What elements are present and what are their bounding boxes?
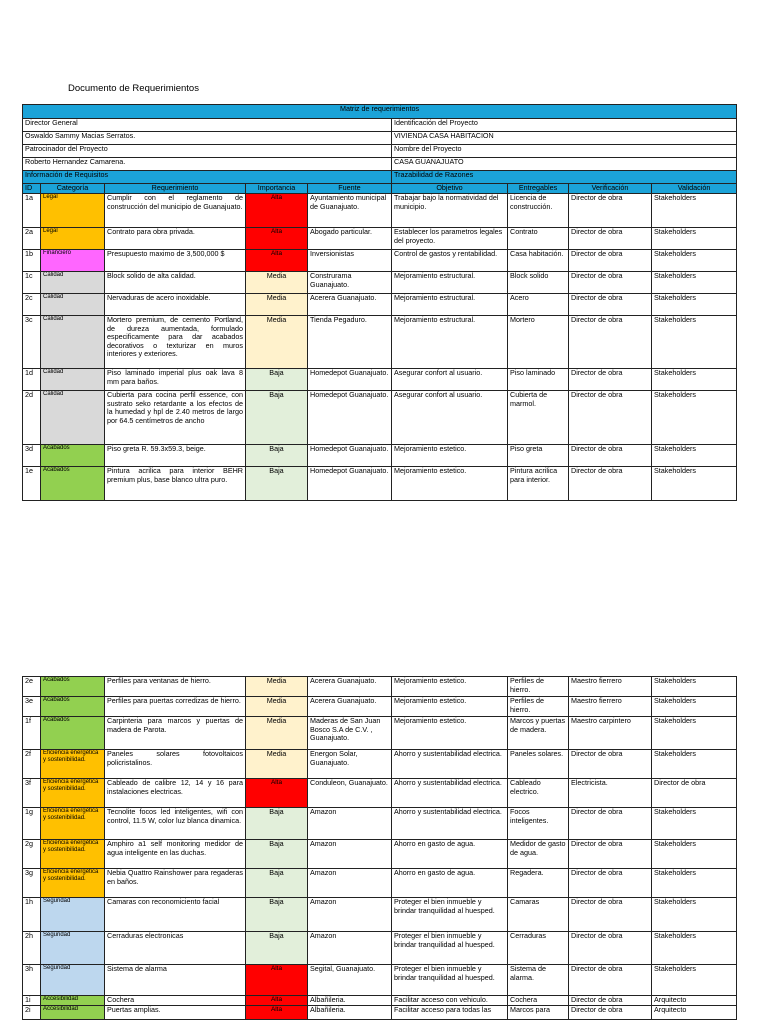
req-id: 1i (23, 996, 41, 1006)
req-objective: Establecer los parametros legales del proyecto. (392, 228, 508, 250)
req-id: 3d (23, 445, 41, 467)
requirement-row (23, 194, 737, 228)
req-description: Piso laminado imperial plus oak lava 8 mm para baños. (105, 369, 246, 391)
req-description: Amphiro a1 self monitoring medidor de agua inteligente en las duchas. (105, 840, 246, 869)
req-deliverable: Focos inteligentes. (508, 808, 569, 840)
req-validation: Stakeholders (652, 840, 737, 869)
req-objective: Mejoramiento estructural. (392, 294, 508, 316)
req-id: 2d (23, 391, 41, 445)
req-category: Eficiencia energética y sostenibilidad. (41, 840, 105, 869)
requirement-row (23, 391, 737, 445)
req-verification: Maestro fierrero (569, 697, 652, 717)
req-deliverable: Perfiles de hierro. (508, 697, 569, 717)
req-objective: Proteger el bien inmueble y brindar tranquilidad al huesped. (392, 965, 508, 996)
req-deliverable: Piso laminado (508, 369, 569, 391)
col-header-objective: Objetivo (392, 184, 508, 194)
req-category: Calidad (41, 391, 105, 445)
req-description: Cubierta para cocina perfil essence, con sustrato seko retardante a los efectos de la humedad y hpl de 2.40 metros de largo por 64.5 centímetros de ancho (105, 391, 246, 445)
req-source: Acerera Guanajuato. (308, 677, 392, 697)
req-id: 2f (23, 750, 41, 779)
req-verification: Director de obra (569, 467, 652, 501)
req-objective: Mejoramiento estructural. (392, 272, 508, 294)
req-source: Abogado particular. (308, 228, 392, 250)
req-validation: Stakeholders (652, 391, 737, 445)
req-category: Seguridad (41, 965, 105, 996)
requirement-row (23, 316, 737, 369)
req-deliverable: Marcos y puertas de madera. (508, 717, 569, 750)
req-description: Mortero premium, de cemento Portland, de dureza aumentada, formulado especificamente para dar acabados decorativos o texturizar en muros interiores y exteriores. (105, 316, 246, 369)
col-header-validation: Validación (652, 184, 737, 194)
project-type: VIVIENDA CASA HABITACION (392, 132, 737, 145)
req-validation: Stakeholders (652, 808, 737, 840)
req-category: Seguridad (41, 898, 105, 932)
req-deliverable: Block solido (508, 272, 569, 294)
req-id: 1c (23, 272, 41, 294)
req-source: Amazon (308, 898, 392, 932)
req-objective: Trabajar bajo la normatividad del municipio. (392, 194, 508, 228)
requirement-row (23, 1006, 737, 1020)
requirement-row (23, 467, 737, 501)
req-source: Construrama Guanajuato. (308, 272, 392, 294)
req-verification: Director de obra (569, 391, 652, 445)
req-objective: Proteger el bien inmueble y brindar tranquilidad al huesped. (392, 898, 508, 932)
req-id: 2h (23, 932, 41, 965)
req-id: 2i (23, 1006, 41, 1020)
req-importance: Baja (246, 932, 308, 965)
req-id: 3g (23, 869, 41, 898)
req-validation: Stakeholders (652, 717, 737, 750)
req-description: Block solido de alta calidad. (105, 272, 246, 294)
req-category: Acabados (41, 697, 105, 717)
req-validation: Stakeholders (652, 228, 737, 250)
req-description: Carpinteria para marcos y puertas de madera de Parota. (105, 717, 246, 750)
req-verification: Director de obra (569, 369, 652, 391)
req-importance: Baja (246, 467, 308, 501)
req-id: 1b (23, 250, 41, 272)
req-description: Pintura acrilica para interior BEHR premium plus, base blanco ultra puro. (105, 467, 246, 501)
col-header-deliverables: Entregables (508, 184, 569, 194)
req-verification: Director de obra (569, 932, 652, 965)
req-description: Cableado de calibre 12, 14 y 16 para instalaciones electricas. (105, 779, 246, 808)
req-deliverable: Mortero (508, 316, 569, 369)
req-category: Calidad (41, 294, 105, 316)
req-importance: Baja (246, 369, 308, 391)
req-id: 3c (23, 316, 41, 369)
requirement-row (23, 750, 737, 779)
req-importance: Media (246, 272, 308, 294)
requirement-row (23, 677, 737, 697)
req-validation: Stakeholders (652, 467, 737, 501)
req-objective: Asegurar confort al usuario. (392, 369, 508, 391)
req-validation: Stakeholders (652, 369, 737, 391)
req-deliverable: Cochera (508, 996, 569, 1006)
requirement-row (23, 445, 737, 467)
requirements-info-label: Información de Requisitos (23, 171, 392, 184)
req-verification: Director de obra (569, 250, 652, 272)
traceability-label: Trazabilidad de Razones (392, 171, 737, 184)
sponsor-name: Roberto Hernandez Camarena. (23, 158, 392, 171)
req-objective: Mejoramiento estetico. (392, 445, 508, 467)
req-description: Camaras con reconomiciento facial (105, 898, 246, 932)
req-importance: Media (246, 717, 308, 750)
req-category: Calidad (41, 316, 105, 369)
requirement-row (23, 272, 737, 294)
req-source: Acerera Guanajuato. (308, 294, 392, 316)
req-source: Ayuntamiento municipal de Guanajuato. (308, 194, 392, 228)
req-importance: Alta (246, 1006, 308, 1020)
req-deliverable: Paneles solares. (508, 750, 569, 779)
req-validation: Stakeholders (652, 272, 737, 294)
req-category: Eficiencia energética y sostenibilidad. (41, 779, 105, 808)
req-validation: Stakeholders (652, 445, 737, 467)
req-validation: Arquitecto (652, 1006, 737, 1020)
req-description: Puertas amplias. (105, 1006, 246, 1020)
req-category: Legal (41, 228, 105, 250)
col-header-id: ID (23, 184, 41, 194)
req-objective: Ahorro en gasto de agua. (392, 869, 508, 898)
req-source: Amazon (308, 808, 392, 840)
req-description: Presupuesto maximo de 3,500,000 $ (105, 250, 246, 272)
req-description: Nervaduras de acero inoxidable. (105, 294, 246, 316)
req-importance: Media (246, 316, 308, 369)
req-category: Seguridad (41, 932, 105, 965)
req-source: Acerera Guanajuato. (308, 697, 392, 717)
req-verification: Director de obra (569, 869, 652, 898)
req-category: Financiero (41, 250, 105, 272)
req-importance: Baja (246, 445, 308, 467)
req-category: Eficiencia energética y sostenibilidad. (41, 808, 105, 840)
req-source: Amazon (308, 840, 392, 869)
req-id: 1a (23, 194, 41, 228)
requirement-row (23, 697, 737, 717)
col-header-importance: Importancia (246, 184, 308, 194)
col-header-verification: Verificación (569, 184, 652, 194)
req-description: Sistema de alarma (105, 965, 246, 996)
req-category: Eficiencia energética y sostenibilidad. (41, 750, 105, 779)
req-source: Homedepot Guanajuato. (308, 369, 392, 391)
req-description: Piso greta R. 59.3x59.3, beige. (105, 445, 246, 467)
req-validation: Arquitecto (652, 996, 737, 1006)
req-importance: Baja (246, 840, 308, 869)
req-importance: Alta (246, 194, 308, 228)
req-description: Paneles solares fotovoltaicos policristalinos. (105, 750, 246, 779)
req-category: Calidad (41, 369, 105, 391)
document-title: Documento de Requerimientos (68, 83, 199, 94)
req-importance: Alta (246, 228, 308, 250)
req-validation: Stakeholders (652, 294, 737, 316)
req-id: 1h (23, 898, 41, 932)
requirement-row (23, 717, 737, 750)
req-category: Acabados (41, 717, 105, 750)
req-source: Conduleon, Guanajuato. (308, 779, 392, 808)
req-category: Accesibilidad (41, 1006, 105, 1020)
req-verification: Director de obra (569, 965, 652, 996)
req-id: 1e (23, 467, 41, 501)
col-header-source: Fuente (308, 184, 392, 194)
req-deliverable: Piso greta (508, 445, 569, 467)
req-objective: Facilitar acceso para todas las (392, 1006, 508, 1020)
req-verification: Director de obra (569, 316, 652, 369)
requirements-matrix-page-2 (22, 676, 737, 1020)
req-source: Homedepot Guanajuato. (308, 467, 392, 501)
req-validation: Stakeholders (652, 932, 737, 965)
req-objective: Mejoramiento estetico. (392, 677, 508, 697)
matrix-title: Matriz de requerimientos (23, 105, 737, 119)
req-validation: Director de obra (652, 779, 737, 808)
req-importance: Media (246, 750, 308, 779)
req-source: Energon Solar, Guanajuato. (308, 750, 392, 779)
req-source: Amazon (308, 932, 392, 965)
req-validation: Stakeholders (652, 750, 737, 779)
req-description: Cochera (105, 996, 246, 1006)
req-id: 2e (23, 677, 41, 697)
req-deliverable: Cerraduras (508, 932, 569, 965)
req-verification: Maestro fierrero (569, 677, 652, 697)
requirement-row (23, 250, 737, 272)
req-description: Cerraduras electronicas (105, 932, 246, 965)
req-objective: Mejoramiento estructural. (392, 316, 508, 369)
project-name: CASA GUANAJUATO (392, 158, 737, 171)
req-importance: Baja (246, 898, 308, 932)
req-deliverable: Cableado electrico. (508, 779, 569, 808)
req-description: Perfiles para ventanas de hierro. (105, 677, 246, 697)
req-importance: Alta (246, 965, 308, 996)
req-verification: Director de obra (569, 898, 652, 932)
req-verification: Director de obra (569, 996, 652, 1006)
req-objective: Mejoramiento estetico. (392, 697, 508, 717)
req-source: Homedepot Guanajuato. (308, 445, 392, 467)
req-validation: Stakeholders (652, 869, 737, 898)
req-importance: Media (246, 697, 308, 717)
req-description: Nebia Quattro Rainshower para regaderas en baños. (105, 869, 246, 898)
req-importance: Alta (246, 996, 308, 1006)
req-verification: Director de obra (569, 194, 652, 228)
requirement-row (23, 779, 737, 808)
req-deliverable: Contrato (508, 228, 569, 250)
req-verification: Director de obra (569, 840, 652, 869)
requirement-row (23, 932, 737, 965)
req-id: 3h (23, 965, 41, 996)
req-verification: Director de obra (569, 445, 652, 467)
req-objective: Ahorro y sustentabilidad electrica. (392, 808, 508, 840)
req-source: Inversionistas (308, 250, 392, 272)
req-id: 1g (23, 808, 41, 840)
sponsor-label: Patrocinador del Proyecto (23, 145, 392, 158)
req-category: Acabados (41, 445, 105, 467)
requirements-matrix-page-1 (22, 104, 737, 501)
requirement-row (23, 228, 737, 250)
req-source: Segital, Guanajuato. (308, 965, 392, 996)
req-validation: Stakeholders (652, 194, 737, 228)
req-deliverable: Acero (508, 294, 569, 316)
req-id: 1d (23, 369, 41, 391)
req-category: Legal (41, 194, 105, 228)
req-deliverable: Regadera. (508, 869, 569, 898)
req-deliverable: Licencia de construcción. (508, 194, 569, 228)
project-name-label: Nombre del Proyecto (392, 145, 737, 158)
req-objective: Control de gastos y rentabilidad. (392, 250, 508, 272)
requirement-row (23, 369, 737, 391)
req-id: 1f (23, 717, 41, 750)
req-source: Tienda Pegaduro. (308, 316, 392, 369)
req-id: 2g (23, 840, 41, 869)
req-category: Acabados (41, 467, 105, 501)
req-deliverable: Marcos para (508, 1006, 569, 1020)
req-deliverable: Sistema de alarma. (508, 965, 569, 996)
req-description: Perfiles para puertas corredizas de hierro. (105, 697, 246, 717)
requirement-row (23, 294, 737, 316)
req-source: Amazon (308, 869, 392, 898)
director-label: Director General (23, 119, 392, 132)
req-verification: Director de obra (569, 1006, 652, 1020)
req-objective: Mejoramiento estetico. (392, 717, 508, 750)
req-source: Albañileria. (308, 1006, 392, 1020)
req-deliverable: Pintura acrilica para interior. (508, 467, 569, 501)
req-validation: Stakeholders (652, 697, 737, 717)
req-id: 2c (23, 294, 41, 316)
requirement-row (23, 898, 737, 932)
req-deliverable: Casa habitación. (508, 250, 569, 272)
req-validation: Stakeholders (652, 677, 737, 697)
req-importance: Baja (246, 808, 308, 840)
req-objective: Asegurar confort al usuario. (392, 391, 508, 445)
requirement-row (23, 965, 737, 996)
req-verification: Electricista. (569, 779, 652, 808)
col-header-requirement: Requerimiento (105, 184, 246, 194)
req-verification: Director de obra (569, 808, 652, 840)
column-header-row (23, 184, 737, 194)
req-objective: Ahorro en gasto de agua. (392, 840, 508, 869)
req-deliverable: Medidor de gasto de agua. (508, 840, 569, 869)
req-importance: Alta (246, 250, 308, 272)
req-importance: Alta (246, 779, 308, 808)
req-deliverable: Camaras (508, 898, 569, 932)
req-source: Maderas de San Juan Bosco S.A de C.V. , Guanajuato. (308, 717, 392, 750)
req-source: Homedepot Guanajuato. (308, 391, 392, 445)
req-source: Albañileria. (308, 996, 392, 1006)
req-deliverable: Cubierta de marmol. (508, 391, 569, 445)
req-id: 2a (23, 228, 41, 250)
req-objective: Ahorro y sustentabilidad electrica. (392, 779, 508, 808)
req-importance: Baja (246, 391, 308, 445)
req-category: Eficiencia energética y sostenibilidad. (41, 869, 105, 898)
req-id: 3e (23, 697, 41, 717)
req-objective: Mejoramiento estetico. (392, 467, 508, 501)
req-validation: Stakeholders (652, 898, 737, 932)
req-verification: Director de obra (569, 228, 652, 250)
req-category: Acabados (41, 677, 105, 697)
req-description: Contrato para obra privada. (105, 228, 246, 250)
req-description: Cumplir con el reglamento de construcción del municipio de Guanajuato. (105, 194, 246, 228)
req-deliverable: Perfiles de hierro. (508, 677, 569, 697)
req-importance: Media (246, 677, 308, 697)
requirement-row (23, 840, 737, 869)
req-description: Tecnolite focos led inteligentes, wifi con control, 11.5 W, color luz blanca dinamica. (105, 808, 246, 840)
col-header-category: Categoría (41, 184, 105, 194)
req-objective: Proteger el bien inmueble y brindar tranquilidad al huesped. (392, 932, 508, 965)
req-verification: Director de obra (569, 272, 652, 294)
req-verification: Director de obra (569, 294, 652, 316)
req-validation: Stakeholders (652, 250, 737, 272)
req-verification: Maestro carpintero (569, 717, 652, 750)
requirement-row (23, 808, 737, 840)
req-importance: Baja (246, 869, 308, 898)
req-validation: Stakeholders (652, 316, 737, 369)
req-id: 3f (23, 779, 41, 808)
req-objective: Ahorro y sustentabilidad electrica. (392, 750, 508, 779)
requirement-row (23, 996, 737, 1006)
req-category: Accesibilidad (41, 996, 105, 1006)
project-id-label: Identificación del Proyecto (392, 119, 737, 132)
req-validation: Stakeholders (652, 965, 737, 996)
req-verification: Director de obra (569, 750, 652, 779)
req-category: Calidad (41, 272, 105, 294)
req-objective: Facilitar acceso con vehiculo. (392, 996, 508, 1006)
req-importance: Media (246, 294, 308, 316)
requirement-row (23, 869, 737, 898)
director-name: Oswaldo Sammy Macias Serratos. (23, 132, 392, 145)
